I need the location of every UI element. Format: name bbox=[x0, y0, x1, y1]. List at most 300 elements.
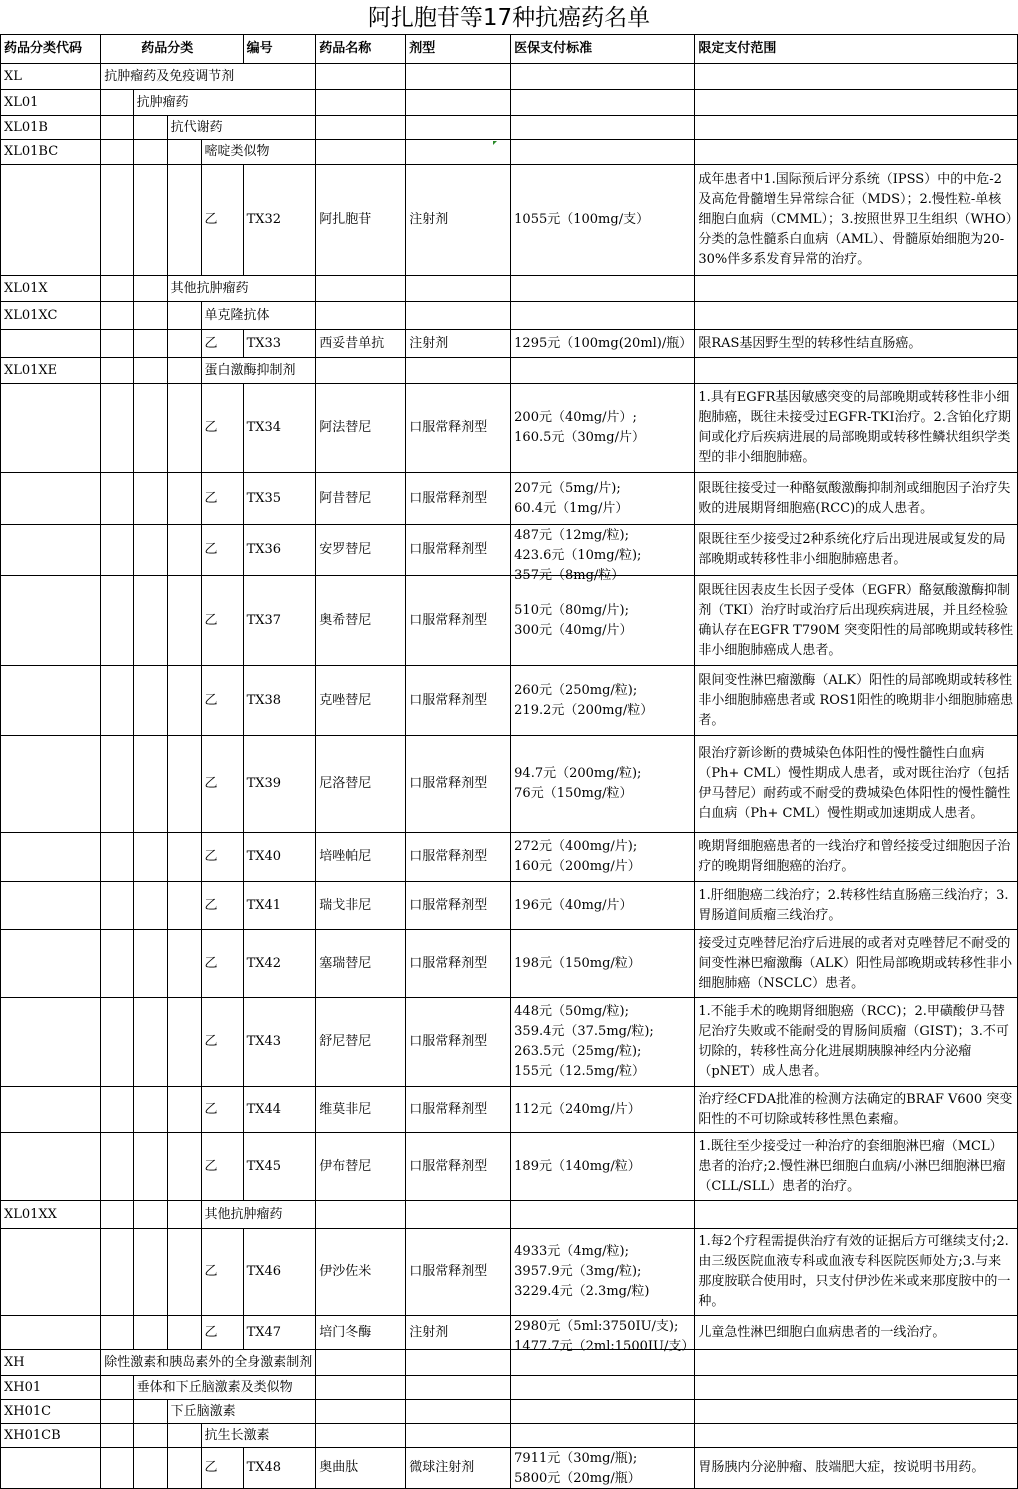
indent-cell bbox=[101, 165, 133, 276]
drug-row bbox=[1, 1087, 1018, 1133]
price-lines bbox=[514, 526, 691, 583]
drug-row bbox=[1, 882, 1018, 930]
indent-cell bbox=[101, 1376, 133, 1400]
category-row bbox=[1, 1400, 1018, 1424]
category-code bbox=[1, 736, 101, 833]
drug-scope: 限治疗新诊断的费城染色体阳性的慢性髓性白血病（Ph+ CML）慢性期成人患者，或对既往治疗（包括伊马替尼）耐药或不耐受的费城染色体阳性的慢性髓性白血病（Ph+ CML）慢性期或加速期成人患者。 bbox=[695, 736, 1018, 833]
empty-cell bbox=[511, 1400, 695, 1424]
indent-cell bbox=[101, 736, 133, 833]
category-row bbox=[1, 1376, 1018, 1400]
price-lines bbox=[514, 954, 691, 974]
drug-price bbox=[511, 576, 695, 666]
header-scope: 限定支付范围 bbox=[695, 35, 1018, 64]
price-lines bbox=[514, 334, 691, 354]
price-line: 160元（200mg/片） bbox=[514, 859, 641, 874]
price-line: 7911元（30mg/瓶); bbox=[514, 1450, 638, 1466]
category-row bbox=[1, 64, 1018, 90]
category-name: 蛋白激酶抑制剂 bbox=[201, 358, 316, 384]
indent-cell bbox=[133, 576, 167, 666]
drug-price bbox=[511, 525, 695, 583]
category-row bbox=[1, 358, 1018, 384]
category-name: 其他抗肿瘤药 bbox=[167, 276, 316, 302]
price-lines bbox=[514, 601, 691, 641]
drug-number: TX41 bbox=[243, 882, 316, 930]
header-category: 药品分类 bbox=[101, 35, 243, 64]
indent-cell bbox=[133, 930, 167, 998]
indent-cell bbox=[167, 576, 201, 666]
category-code bbox=[1, 330, 101, 358]
indent-cell bbox=[133, 1316, 167, 1350]
drug-price bbox=[511, 1229, 695, 1316]
category-name: 抗肿瘤药 bbox=[133, 90, 316, 116]
indent-cell bbox=[167, 525, 201, 576]
price-lines bbox=[514, 1317, 695, 1354]
indent-cell bbox=[167, 882, 201, 930]
drug-scope: 限既往至少接受过2种系统化疗后出现进展或复发的局部晚期或转移性非小细胞肺癌患者。 bbox=[695, 525, 1018, 576]
price-line: 272元（400mg/片); bbox=[514, 839, 638, 854]
price-lines bbox=[514, 210, 691, 230]
category-code: XH01 bbox=[1, 1376, 101, 1400]
empty-cell bbox=[406, 302, 511, 330]
header-num: 编号 bbox=[243, 35, 316, 64]
category-row bbox=[1, 1350, 1018, 1376]
indent-cell bbox=[101, 140, 133, 165]
empty-cell bbox=[695, 1350, 1018, 1376]
price-lines bbox=[514, 1242, 691, 1302]
page-title: 阿扎胞苷等17种抗癌药名单 bbox=[367, 5, 651, 31]
indent-cell bbox=[133, 330, 167, 358]
drug-grade: 乙 bbox=[201, 1087, 243, 1133]
category-name: 其他抗肿瘤药 bbox=[201, 1201, 316, 1229]
empty-cell bbox=[316, 276, 406, 302]
indent-cell bbox=[167, 473, 201, 525]
drug-price bbox=[511, 330, 695, 358]
drug-name: 塞瑞替尼 bbox=[316, 930, 406, 998]
empty-cell bbox=[511, 276, 695, 302]
indent-cell bbox=[167, 384, 201, 473]
indent-cell bbox=[101, 1448, 133, 1489]
drug-row bbox=[1, 473, 1018, 525]
drug-number: TX32 bbox=[243, 165, 316, 276]
indent-cell bbox=[101, 276, 133, 302]
drug-grade: 乙 bbox=[201, 882, 243, 930]
empty-cell bbox=[406, 1424, 511, 1448]
empty-cell bbox=[406, 1350, 511, 1376]
indent-cell bbox=[133, 736, 167, 833]
empty-cell bbox=[695, 90, 1018, 116]
drug-row bbox=[1, 165, 1018, 276]
indent-cell bbox=[133, 998, 167, 1087]
price-line: 160.5元（30mg/片） bbox=[514, 430, 645, 445]
empty-cell bbox=[406, 276, 511, 302]
indent-cell bbox=[133, 140, 167, 165]
drug-price bbox=[511, 882, 695, 930]
price-line: 207元（5mg/片); bbox=[514, 480, 621, 496]
empty-cell bbox=[511, 116, 695, 140]
price-line: 4933元（4mg/粒); bbox=[514, 1244, 629, 1259]
price-line: 196元（40mg/片） bbox=[514, 897, 633, 913]
drug-number: TX38 bbox=[243, 666, 316, 736]
drug-row bbox=[1, 930, 1018, 998]
empty-cell bbox=[511, 1424, 695, 1448]
drug-grade: 乙 bbox=[201, 1229, 243, 1316]
price-line: 1477.7元（2ml:1500IU/支） bbox=[514, 1338, 695, 1354]
indent-cell bbox=[101, 998, 133, 1087]
price-lines bbox=[514, 1002, 691, 1082]
category-code: XL01 bbox=[1, 90, 101, 116]
indent-cell bbox=[167, 998, 201, 1087]
category-code: XH bbox=[1, 1350, 101, 1376]
drug-grade: 乙 bbox=[201, 330, 243, 358]
empty-cell bbox=[511, 90, 695, 116]
drug-number: TX37 bbox=[243, 576, 316, 666]
empty-cell bbox=[316, 358, 406, 384]
indent-cell bbox=[167, 1087, 201, 1133]
drug-number: TX42 bbox=[243, 930, 316, 998]
indent-cell bbox=[167, 1229, 201, 1316]
drug-scope: 晚期肾细胞癌患者的一线治疗和曾经接受过细胞因子治疗的晚期肾细胞癌的治疗。 bbox=[695, 833, 1018, 882]
price-line: 263.5元（25mg/粒); bbox=[514, 1044, 642, 1059]
drug-grade: 乙 bbox=[201, 930, 243, 998]
drug-name: 维莫非尼 bbox=[316, 1087, 406, 1133]
drug-price bbox=[511, 736, 695, 833]
empty-cell bbox=[406, 1376, 511, 1400]
category-name: 下丘脑激素 bbox=[167, 1400, 316, 1424]
empty-cell bbox=[316, 1201, 406, 1229]
drug-row bbox=[1, 1448, 1018, 1489]
indent-cell bbox=[133, 116, 167, 140]
drug-price bbox=[511, 473, 695, 525]
drug-number: TX39 bbox=[243, 736, 316, 833]
drug-price bbox=[511, 998, 695, 1087]
category-code bbox=[1, 1448, 101, 1489]
drug-name: 瑞戈非尼 bbox=[316, 882, 406, 930]
category-name: 嘧啶类似物 bbox=[201, 140, 316, 165]
drug-row bbox=[1, 998, 1018, 1087]
category-row bbox=[1, 276, 1018, 302]
drug-name: 尼洛替尼 bbox=[316, 736, 406, 833]
drug-form: 口服常释剂型 bbox=[406, 1229, 511, 1316]
drug-number: TX47 bbox=[243, 1316, 316, 1350]
drug-form: 口服常释剂型 bbox=[406, 666, 511, 736]
indent-cell bbox=[167, 1448, 201, 1489]
drug-name: 阿法替尼 bbox=[316, 384, 406, 473]
drug-number: TX35 bbox=[243, 473, 316, 525]
price-line: 510元（80mg/片); bbox=[514, 602, 629, 618]
category-code bbox=[1, 1229, 101, 1316]
drug-name: 阿昔替尼 bbox=[316, 473, 406, 525]
drug-number: TX36 bbox=[243, 525, 316, 576]
indent-cell bbox=[167, 930, 201, 998]
drug-name: 培唑帕尼 bbox=[316, 833, 406, 882]
drug-form: 口服常释剂型 bbox=[406, 1133, 511, 1201]
category-name: 除性激素和胰岛素外的全身激素制剂 bbox=[101, 1350, 316, 1376]
indent-cell bbox=[101, 525, 133, 576]
drug-scope: 接受过克唑替尼治疗后进展的或者对克唑替尼不耐受的间变性淋巴瘤激酶（ALK）阳性局部晚期或转移性非小细胞肺癌（NSCLC）患者。 bbox=[695, 930, 1018, 998]
drug-row bbox=[1, 736, 1018, 833]
drug-row bbox=[1, 525, 1018, 576]
indent-cell bbox=[167, 1201, 201, 1229]
drug-price bbox=[511, 1133, 695, 1201]
indent-cell bbox=[133, 473, 167, 525]
drug-form: 微球注射剂 bbox=[406, 1448, 511, 1489]
indent-cell bbox=[167, 140, 201, 165]
empty-cell bbox=[695, 276, 1018, 302]
category-code bbox=[1, 1316, 101, 1350]
empty-cell bbox=[511, 1201, 695, 1229]
drug-scope: 限既往接受过一种酪氨酸激酶抑制剂或细胞因子治疗失败的进展期肾细胞癌(RCC)的成人患者。 bbox=[695, 473, 1018, 525]
drug-price bbox=[511, 1448, 695, 1489]
drug-scope: 成年患者中1.国际预后评分系统（IPSS）中的中危-2及高危骨髓增生异常综合征（MDS）；2.慢性粒-单核细胞白血病（CMML）；3.按照世界卫生组织（WHO）分类的急性髓系白血病（AML）、骨髓原始细胞为20-30%伴多系发育异常的治疗。 bbox=[695, 165, 1018, 276]
drug-scope: 1.不能手术的晚期肾细胞癌（RCC)；2.甲磺酸伊马替尼治疗失败或不能耐受的胃肠间质瘤（GIST)；3.不可切除的，转移性高分化进展期胰腺神经内分泌瘤（pNET）成人患者。 bbox=[695, 998, 1018, 1087]
price-line: 189元（140mg/粒） bbox=[514, 1158, 641, 1174]
drug-name: 克唑替尼 bbox=[316, 666, 406, 736]
price-line: 3229.4元（2.3mg/粒) bbox=[514, 1284, 650, 1299]
category-code bbox=[1, 833, 101, 882]
drug-price bbox=[511, 666, 695, 736]
empty-cell bbox=[695, 140, 1018, 165]
indent-cell bbox=[133, 525, 167, 576]
drug-grade: 乙 bbox=[201, 833, 243, 882]
empty-cell bbox=[316, 90, 406, 116]
drug-price bbox=[511, 165, 695, 276]
drug-grade: 乙 bbox=[201, 384, 243, 473]
empty-cell bbox=[695, 1400, 1018, 1424]
indent-cell bbox=[101, 930, 133, 998]
drug-form: 口服常释剂型 bbox=[406, 998, 511, 1087]
drug-price bbox=[511, 384, 695, 473]
indent-cell bbox=[133, 1448, 167, 1489]
price-line: 5800元（20mg/瓶） bbox=[514, 1470, 641, 1486]
drug-form: 口服常释剂型 bbox=[406, 736, 511, 833]
empty-cell bbox=[406, 358, 511, 384]
indent-cell bbox=[101, 116, 133, 140]
header-code: 药品分类代码 bbox=[1, 35, 101, 64]
category-code bbox=[1, 165, 101, 276]
price-line: 2980元（5ml:3750IU/支); bbox=[514, 1318, 679, 1334]
indent-cell bbox=[133, 1229, 167, 1316]
category-code bbox=[1, 1087, 101, 1133]
price-lines bbox=[514, 837, 691, 877]
empty-cell bbox=[695, 1201, 1018, 1229]
empty-cell bbox=[406, 1201, 511, 1229]
indent-cell bbox=[101, 358, 133, 384]
drug-price bbox=[511, 1316, 695, 1354]
category-row bbox=[1, 140, 1018, 165]
header-name: 药品名称 bbox=[316, 35, 406, 64]
price-line: 1295元（100mg(20ml)/瓶） bbox=[514, 335, 693, 351]
drug-row bbox=[1, 1229, 1018, 1316]
empty-cell bbox=[511, 1376, 695, 1400]
empty-cell bbox=[406, 90, 511, 116]
price-line: 357元（8mg/粒） bbox=[514, 567, 625, 583]
drug-grade: 乙 bbox=[201, 998, 243, 1087]
drug-name: 培门冬酶 bbox=[316, 1316, 406, 1350]
drug-grade: 乙 bbox=[201, 525, 243, 576]
empty-cell bbox=[316, 64, 406, 90]
indent-cell bbox=[101, 1316, 133, 1350]
drug-form: 口服常释剂型 bbox=[406, 473, 511, 525]
drug-row bbox=[1, 833, 1018, 882]
drug-form: 口服常释剂型 bbox=[406, 930, 511, 998]
drug-price bbox=[511, 1087, 695, 1133]
indent-cell bbox=[133, 276, 167, 302]
indent-cell bbox=[101, 473, 133, 525]
drug-number: TX46 bbox=[243, 1229, 316, 1316]
empty-cell bbox=[316, 116, 406, 140]
empty-cell bbox=[406, 1400, 511, 1424]
drug-form: 注射剂 bbox=[406, 1316, 511, 1350]
price-line: 94.7元（200mg/粒); bbox=[514, 766, 642, 781]
price-line: 60.4元（1mg/片） bbox=[514, 500, 629, 516]
category-code: XL01X bbox=[1, 276, 101, 302]
indent-cell bbox=[167, 1316, 201, 1350]
price-lines bbox=[514, 479, 691, 519]
category-name: 抗肿瘤药及免疫调节剂 bbox=[101, 64, 316, 90]
price-line: 200元（40mg/片）; bbox=[514, 410, 637, 425]
drug-row bbox=[1, 576, 1018, 666]
drug-name: 安罗替尼 bbox=[316, 525, 406, 576]
drug-grade: 乙 bbox=[201, 666, 243, 736]
price-lines bbox=[514, 408, 691, 448]
price-line: 219.2元（200mg/粒） bbox=[514, 702, 654, 718]
drug-form: 口服常释剂型 bbox=[406, 1087, 511, 1133]
indent-cell bbox=[101, 833, 133, 882]
drug-row bbox=[1, 666, 1018, 736]
empty-cell bbox=[695, 302, 1018, 330]
drug-scope: 治疗经CFDA批准的检测方法确定的BRAF V600 突变阳性的不可切除或转移性黑色素瘤。 bbox=[695, 1087, 1018, 1133]
category-code bbox=[1, 998, 101, 1087]
price-line: 112元（240mg/片） bbox=[514, 1101, 641, 1117]
category-code: XL01XX bbox=[1, 1201, 101, 1229]
category-row bbox=[1, 116, 1018, 140]
empty-cell bbox=[406, 116, 511, 140]
category-row bbox=[1, 1424, 1018, 1448]
category-row bbox=[1, 302, 1018, 330]
category-code: XL01B bbox=[1, 116, 101, 140]
indent-cell bbox=[133, 666, 167, 736]
category-code bbox=[1, 525, 101, 576]
price-line: 155元（12.5mg/粒） bbox=[514, 1064, 645, 1079]
drug-name: 西妥昔单抗 bbox=[316, 330, 406, 358]
drug-name: 奥希替尼 bbox=[316, 576, 406, 666]
drug-number: TX43 bbox=[243, 998, 316, 1087]
category-row bbox=[1, 90, 1018, 116]
indent-cell bbox=[101, 90, 133, 116]
drug-scope: 1.具有EGFR基因敏感突变的局部晚期或转移性非小细胞肺癌，既往未接受过EGFR-TKI治疗。2.含铂化疗期间或化疗后疾病进展的局部晚期或转移性鳞状组织学类型的非小细胞肺癌。 bbox=[695, 384, 1018, 473]
category-code: XL01BC bbox=[1, 140, 101, 165]
indent-cell bbox=[101, 882, 133, 930]
drug-name: 奥曲肽 bbox=[316, 1448, 406, 1489]
empty-cell bbox=[511, 358, 695, 384]
price-line: 1055元（100mg/支） bbox=[514, 212, 650, 227]
drug-scope: 限RAS基因野生型的转移性结直肠癌。 bbox=[695, 330, 1018, 358]
drug-name: 伊沙佐米 bbox=[316, 1229, 406, 1316]
drug-price bbox=[511, 833, 695, 882]
drug-row bbox=[1, 1316, 1018, 1350]
empty-cell bbox=[406, 140, 511, 165]
category-code: XL01XE bbox=[1, 358, 101, 384]
header-price: 医保支付标准 bbox=[511, 35, 695, 64]
category-code: XL01XC bbox=[1, 302, 101, 330]
drug-form: 口服常释剂型 bbox=[406, 576, 511, 666]
empty-cell bbox=[316, 1400, 406, 1424]
empty-cell bbox=[695, 1424, 1018, 1448]
empty-cell bbox=[406, 64, 511, 90]
indent-cell bbox=[133, 882, 167, 930]
drug-row bbox=[1, 330, 1018, 358]
indent-cell bbox=[101, 1133, 133, 1201]
empty-cell bbox=[316, 302, 406, 330]
indent-cell bbox=[101, 1424, 133, 1448]
indent-cell bbox=[167, 666, 201, 736]
indent-cell bbox=[167, 330, 201, 358]
indent-cell bbox=[133, 833, 167, 882]
price-lines bbox=[514, 1100, 691, 1120]
price-line: 3957.9元（3mg/粒); bbox=[514, 1264, 642, 1279]
drug-grade: 乙 bbox=[201, 1316, 243, 1350]
drug-grade: 乙 bbox=[201, 473, 243, 525]
drug-grade: 乙 bbox=[201, 165, 243, 276]
header-row bbox=[1, 35, 1018, 64]
indent-cell bbox=[133, 1424, 167, 1448]
drug-scope: 限既往因表皮生长因子受体（EGFR）酪氨酸激酶抑制剂（TKI）治疗时或治疗后出现疾病进展，并且经检验确认存在EGFR T790M 突变阳性的局部晚期或转移性非小细胞肺癌成人患者。 bbox=[695, 576, 1018, 666]
category-code bbox=[1, 666, 101, 736]
price-lines bbox=[514, 1157, 691, 1177]
price-line: 359.4元（37.5mg/粒); bbox=[514, 1024, 654, 1039]
empty-cell bbox=[511, 140, 695, 165]
price-line: 300元（40mg/片） bbox=[514, 622, 633, 638]
category-code bbox=[1, 882, 101, 930]
category-code: XH01CB bbox=[1, 1424, 101, 1448]
category-code bbox=[1, 473, 101, 525]
drug-form: 口服常释剂型 bbox=[406, 833, 511, 882]
price-lines bbox=[514, 896, 691, 916]
indent-cell bbox=[101, 330, 133, 358]
drug-scope: 限间变性淋巴瘤激酶（ALK）阳性的局部晚期或转移性非小细胞肺癌患者或 ROS1阳性的晚期非小细胞肺癌患者。 bbox=[695, 666, 1018, 736]
header-form: 剂型 bbox=[406, 35, 511, 64]
drug-table bbox=[0, 34, 1018, 1489]
drug-form: 注射剂 bbox=[406, 330, 511, 358]
empty-cell bbox=[695, 358, 1018, 384]
price-line: 76元（150mg/粒） bbox=[514, 786, 633, 801]
price-line: 260元（250mg/粒); bbox=[514, 682, 638, 698]
indent-cell bbox=[167, 302, 201, 330]
empty-cell bbox=[316, 1350, 406, 1376]
drug-number: TX44 bbox=[243, 1087, 316, 1133]
price-line: 198元（150mg/粒） bbox=[514, 955, 641, 971]
indent-cell bbox=[167, 833, 201, 882]
category-name: 垂体和下丘脑激素及类似物 bbox=[133, 1376, 316, 1400]
indent-cell bbox=[101, 302, 133, 330]
indent-cell bbox=[101, 1201, 133, 1229]
indent-cell bbox=[133, 1133, 167, 1201]
indent-cell bbox=[167, 165, 201, 276]
indent-cell bbox=[101, 576, 133, 666]
price-line: 423.6元（10mg/粒); bbox=[514, 547, 642, 563]
indent-cell bbox=[133, 1400, 167, 1424]
category-name: 抗代谢药 bbox=[167, 116, 316, 140]
category-code: XL bbox=[1, 64, 101, 90]
price-lines bbox=[514, 764, 691, 804]
drug-number: TX34 bbox=[243, 384, 316, 473]
category-code: XH01C bbox=[1, 1400, 101, 1424]
drug-number: TX33 bbox=[243, 330, 316, 358]
category-code bbox=[1, 1133, 101, 1201]
empty-cell bbox=[695, 64, 1018, 90]
category-name: 单克隆抗体 bbox=[201, 302, 316, 330]
drug-scope: 胃肠胰内分泌肿瘤、肢端肥大症，按说明书用药。 bbox=[695, 1448, 1018, 1489]
